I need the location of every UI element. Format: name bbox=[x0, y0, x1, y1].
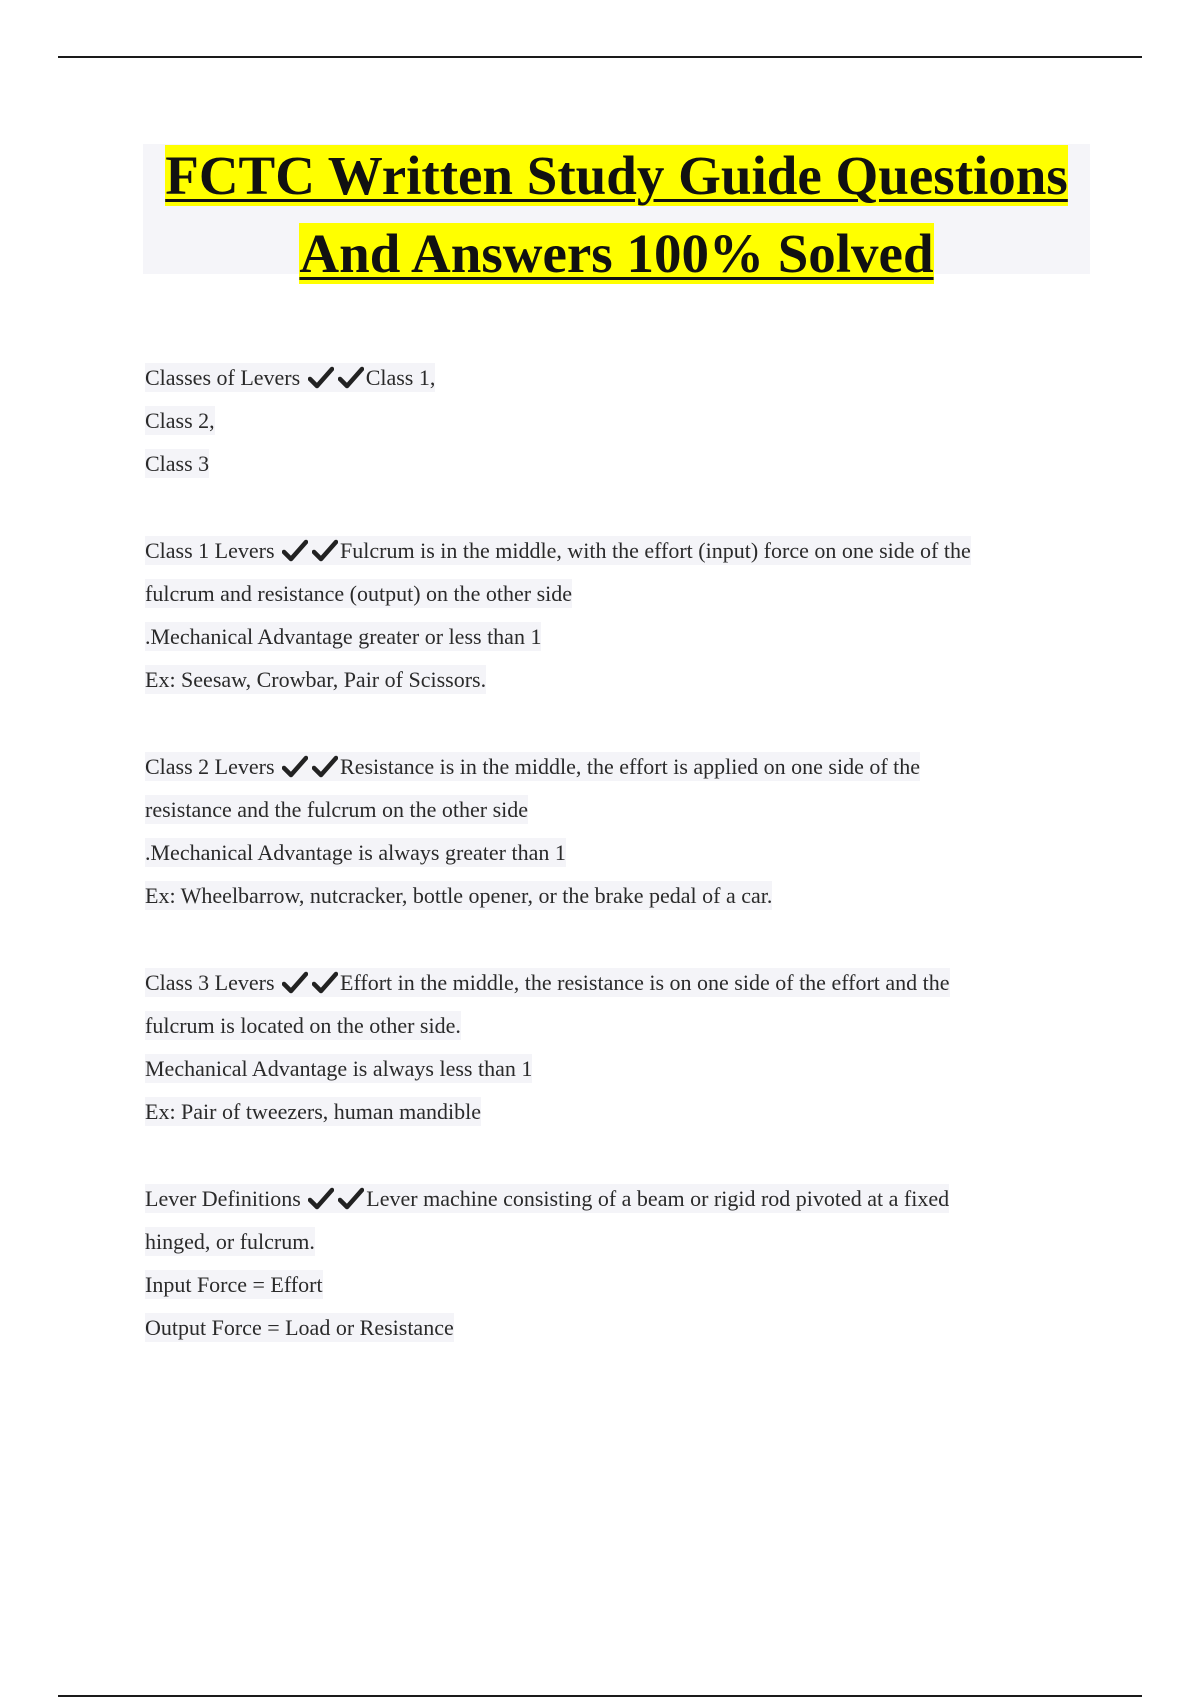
check-icon bbox=[312, 539, 338, 563]
check-icon bbox=[308, 366, 334, 390]
qa-entry bbox=[145, 529, 1095, 701]
check-icon bbox=[282, 755, 308, 779]
answer-line: Class 3 bbox=[145, 451, 210, 476]
answer-line: Input Force = Effort bbox=[145, 1272, 323, 1297]
qa-list bbox=[145, 356, 1095, 1393]
answer-text: Fulcrum is in the middle, with the effort (input) force on one side of the bbox=[340, 538, 971, 563]
question-term: Class 1 Levers bbox=[145, 538, 275, 563]
qa-entry bbox=[145, 1177, 1095, 1349]
question-term: Class 3 Levers bbox=[145, 970, 275, 995]
title-line-2: And Answers 100% Solved bbox=[299, 223, 934, 284]
answer-text: Class 1, bbox=[365, 365, 436, 390]
answer-line: Class 2, bbox=[145, 408, 215, 433]
answer-line: fulcrum and resistance (output) on the other side bbox=[145, 581, 573, 606]
answer-text: Lever machine consisting of a beam or rigid rod pivoted at a fixed bbox=[366, 1186, 950, 1211]
answer-line: hinged, or fulcrum. bbox=[145, 1229, 315, 1254]
answer-line: Ex: Wheelbarrow, nutcracker, bottle opener, or the brake pedal of a car. bbox=[145, 883, 773, 908]
answer-line: .Mechanical Advantage greater or less than 1 bbox=[145, 624, 542, 649]
answer-line: Mechanical Advantage is always less than 1 bbox=[145, 1056, 533, 1081]
answer-line: .Mechanical Advantage is always greater than 1 bbox=[145, 840, 566, 865]
answer-text: Effort in the middle, the resistance is on one side of the effort and the bbox=[340, 970, 950, 995]
check-icon bbox=[282, 539, 308, 563]
answer-line: Ex: Seesaw, Crowbar, Pair of Scissors. bbox=[145, 667, 487, 692]
check-icon bbox=[312, 755, 338, 779]
check-icon bbox=[338, 366, 364, 390]
check-icon bbox=[338, 1187, 364, 1211]
check-icon bbox=[308, 1187, 334, 1211]
answer-line: Ex: Pair of tweezers, human mandible bbox=[145, 1099, 482, 1124]
bottom-rule bbox=[58, 1695, 1142, 1697]
top-rule bbox=[58, 56, 1142, 58]
qa-entry bbox=[145, 356, 1095, 485]
answer-line: Output Force = Load or Resistance bbox=[145, 1315, 454, 1340]
check-icon bbox=[282, 971, 308, 995]
document-title bbox=[143, 144, 1090, 284]
question-term: Class 2 Levers bbox=[145, 754, 275, 779]
answer-line: fulcrum is located on the other side. bbox=[145, 1013, 461, 1038]
answer-text: Resistance is in the middle, the effort is applied on one side of the bbox=[340, 754, 921, 779]
check-icon bbox=[312, 971, 338, 995]
title-line-1: FCTC Written Study Guide Questions bbox=[165, 145, 1068, 206]
question-term: Lever Definitions bbox=[145, 1186, 301, 1211]
qa-entry bbox=[145, 961, 1095, 1133]
question-term: Classes of Levers bbox=[145, 365, 301, 390]
answer-line: resistance and the fulcrum on the other side bbox=[145, 797, 529, 822]
qa-entry bbox=[145, 745, 1095, 917]
